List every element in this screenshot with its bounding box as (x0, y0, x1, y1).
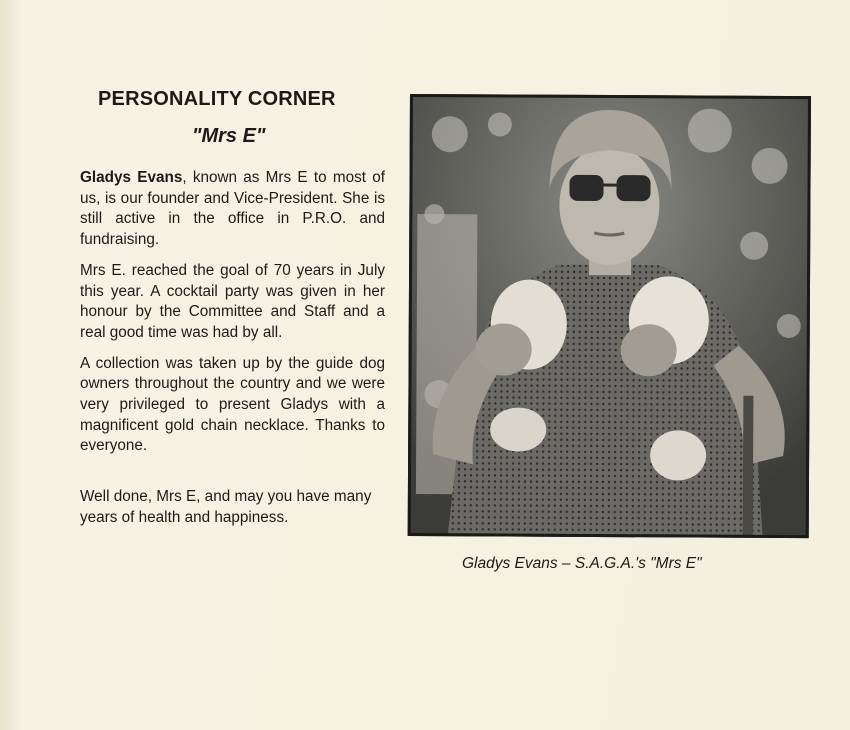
portrait-photo-image (408, 94, 811, 538)
paragraph-intro-text: , known as Mrs E to most of us, is our founder and Vice-President. She is still active in the office in P.R.O. and fundraising. (80, 169, 385, 249)
article-column (80, 88, 385, 529)
article-subheading: "Mrs E" (192, 125, 266, 147)
article-heading: PERSONALITY CORNER (98, 88, 336, 110)
paragraph-birthday: Mrs E. reached the goal of 70 years in July this year. A cocktail party was given in her honour by the Committee and Staff and a real good time was had by all. (80, 261, 385, 341)
paragraph-collection: A collection was taken up by the guide dog owners throughout the country and we were very privileged to present Gladys with a magnificent gold chain necklace. Thanks to everyone. (80, 354, 385, 455)
paragraph-intro (80, 168, 385, 251)
photo-caption: Gladys Evans – S.A.G.A.'s "Mrs E" (462, 555, 702, 572)
page-edge-shadow (0, 0, 22, 730)
portrait-photo (408, 94, 811, 538)
paragraph-closing: Well done, Mrs E, and may you have many years of health and happiness. (80, 488, 372, 526)
subject-name: Gladys Evans (80, 169, 183, 186)
